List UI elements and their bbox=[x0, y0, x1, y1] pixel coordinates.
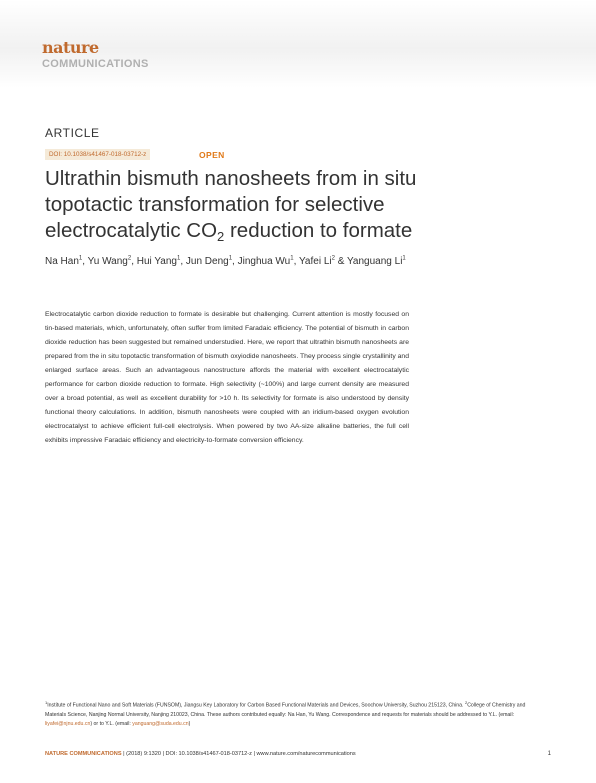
abstract: Electrocatalytic carbon dioxide reduction to formate is desirable but challenging. Current attention is mostly focused on tin-based materials, which, unfortunately, often suffer from limited Faradaic efficiency. The potential of bismuth in carbon dioxide reduction has been suggested but remained understudied. Here, we report that ultrathin bismuth nanosheets are prepared from the in situ topotactic transformation of bismuth oxyiodide nanosheets. They process single crystallinity and enlarged surface areas. Such an advantageous nanostructure affords the material with excellent electrocatalytic performance for carbon dioxide reduction to formate. High selectivity (~100%) and large current density are measured over a broad potential, as well as excellent durability for >10 h. Its selectivity for formate is also understood by density functional theory calculations. In addition, bismuth nanosheets were coupled with an iridium-based oxygen evolution electrocatalyst to achieve efficient full-cell electrolysis. When powered by two AA-size alkaline batteries, the full cell exhibits impressive Faradaic efficiency and electricity-to-formate conversion efficiency. bbox=[45, 311, 409, 444]
author-list bbox=[45, 256, 406, 267]
author[interactable]: Yu Wang$^2$, bbox=[87, 256, 137, 268]
author[interactable]: Na Han$^1$, bbox=[45, 256, 88, 268]
author[interactable]: Yanguang Li$^1$ bbox=[347, 256, 406, 268]
logo-communications: COMMUNICATIONS bbox=[42, 58, 149, 70]
logo-nature: nature bbox=[42, 38, 99, 57]
author[interactable]: Hui Yang$^1$, bbox=[136, 256, 186, 268]
author[interactable]: Yafei Li$^2$ & bbox=[298, 256, 347, 268]
open-access-badge: OPEN bbox=[199, 150, 225, 160]
article-title bbox=[45, 166, 485, 246]
title-subscript: 2 bbox=[217, 229, 225, 244]
title-text: Ultrathin bismuth nanosheets from in situ topotactic transformation for selective electrocatalytic CO bbox=[45, 167, 417, 242]
email-link[interactable]: liyafei@njnu.edu.cn bbox=[45, 721, 91, 728]
doi-badge[interactable]: DOI: 10.1038/s41467-018-03712-z bbox=[45, 149, 150, 160]
title-text-end: reduction to formate bbox=[224, 219, 413, 242]
footer-citation: | (2018) 9:1320 | DOI: 10.1038/s41467-018-03712-z | www.nature.com/naturecommunications bbox=[121, 751, 356, 757]
journal-logo[interactable] bbox=[42, 40, 149, 70]
email-link[interactable]: yanguang@suda.edu.cn bbox=[132, 721, 189, 728]
affiliation-footnotes: $^1$Institute of Functional Nano and Soft Materials (FUNSOM), Jiangsu Key Laboratory for Carbon Based Functional Materials and Devices, Soochow University, Suzhou 215123, China. $^2$College of Chemistry and Materials Science, Nanjing Normal University, Nanjing 210023, China. These authors contributed equally: Na Han, Yu Wang. Correspondence and requests for materials should be addressed to Y.L. (email: liyafei@njnu.edu.cn) or to Y.L. (email: yanguang@suda.edu.cn) bbox=[45, 700, 526, 728]
footer-journal: NATURE COMMUNICATIONS bbox=[45, 751, 122, 757]
article-type: ARTICLE bbox=[45, 126, 100, 140]
author[interactable]: Jinghua Wu$^1$, bbox=[237, 256, 299, 268]
page-number: 1 bbox=[547, 751, 551, 757]
page-footer bbox=[45, 751, 551, 757]
author[interactable]: Jun Deng$^1$, bbox=[185, 256, 238, 268]
